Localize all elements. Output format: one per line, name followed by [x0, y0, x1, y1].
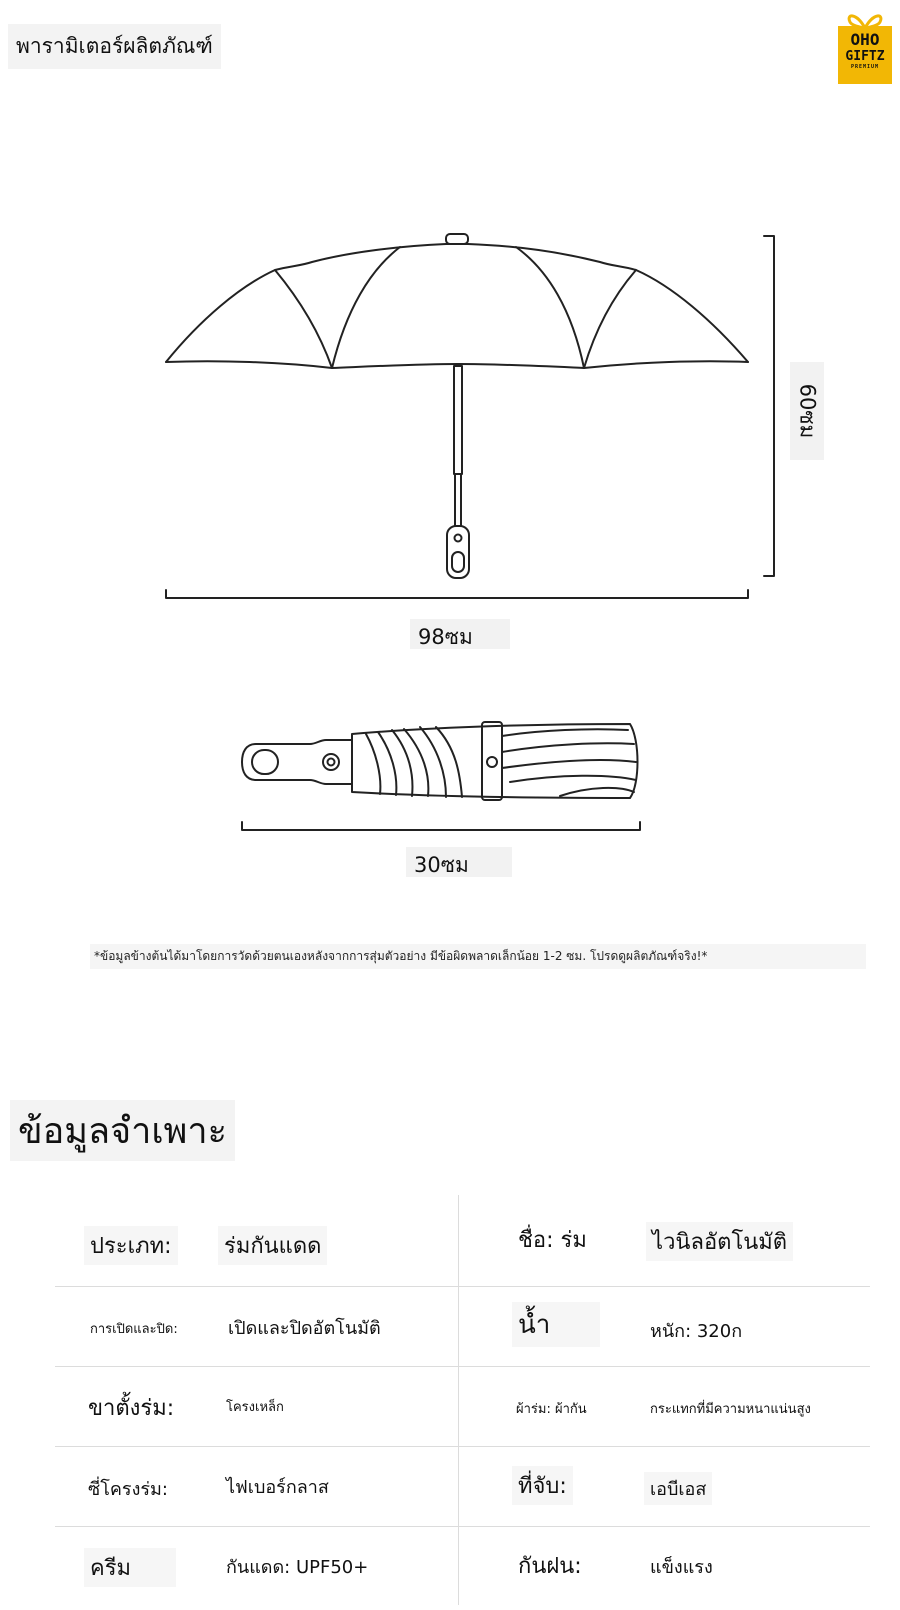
spec-label-ribs: ซี่โครงร่ม:: [88, 1479, 168, 1500]
measurement-note: *ข้อมูลข้างต้นได้มาโดยการวัดด้วยตนเองหลังจากการสุ่มตัวอย่าง มีข้อผิดพลาดเล็กน้อย 1-2 ซม. โปรดดูผลิตภัณฑ์จริง!*: [90, 944, 866, 969]
spec-value-type: ร่มกันแดด: [218, 1226, 327, 1265]
row-divider: [55, 1366, 870, 1367]
spec-value-handle: เอบีเอส: [644, 1472, 712, 1505]
width-dimension-line: [166, 590, 748, 598]
spec-label-cream: ครีม: [84, 1548, 176, 1587]
length-dimension-line: [242, 822, 640, 830]
width-label: 98ซม: [410, 619, 510, 649]
height-label-box: [790, 362, 824, 460]
spec-label-type: ประเภท:: [84, 1226, 178, 1265]
closed-umbrella-icon: [242, 722, 638, 800]
height-dimension-line: [764, 236, 774, 576]
spec-value-fabric: กระแทกที่มีความหนาแน่นสูง: [650, 1402, 811, 1417]
spec-label-handle: ที่จับ:: [512, 1466, 573, 1505]
logo-line-1: OHO: [850, 30, 880, 49]
logo-line-3: PREMIUM: [850, 64, 880, 70]
row-divider: [55, 1286, 870, 1287]
spec-value-ribs: ไฟเบอร์กลาส: [226, 1477, 329, 1498]
spec-heading: ข้อมูลจำเพาะ: [10, 1100, 235, 1161]
spec-value-stand: โครงเหล็ก: [226, 1400, 284, 1415]
closed-length-label: 30ซม: [406, 847, 512, 877]
spec-label-name: ชื่อ: ร่ม: [518, 1228, 587, 1253]
spec-label-open-close: การเปิดและปิด:: [90, 1322, 178, 1337]
spec-label-fabric: ผ้าร่ม: ผ้ากัน: [516, 1402, 587, 1417]
spec-value-weight: หนัก: 320ก: [650, 1321, 743, 1342]
logo-line-2: GIFTZ: [845, 49, 885, 64]
height-label: 60ซม: [795, 383, 820, 439]
spec-label-stand: ขาตั้งร่ม:: [88, 1396, 175, 1421]
spec-value-open-close: เปิดและปิดอัตโนมัติ: [228, 1318, 381, 1339]
row-divider: [55, 1526, 870, 1527]
spec-label-rain: กันฝน:: [518, 1554, 582, 1579]
spec-value-rain: แข็งแรง: [650, 1557, 713, 1578]
row-divider: [55, 1446, 870, 1447]
spec-value-uv: กันแดด: UPF50+: [226, 1557, 369, 1578]
open-umbrella-icon: [166, 234, 748, 578]
page-title: พารามิเตอร์ผลิตภัณฑ์: [8, 24, 221, 69]
spec-column-divider: [458, 1195, 459, 1605]
spec-value-name: ไวนิลอัตโนมัติ: [646, 1222, 793, 1261]
spec-label-weight: น้ำ: [512, 1302, 600, 1347]
